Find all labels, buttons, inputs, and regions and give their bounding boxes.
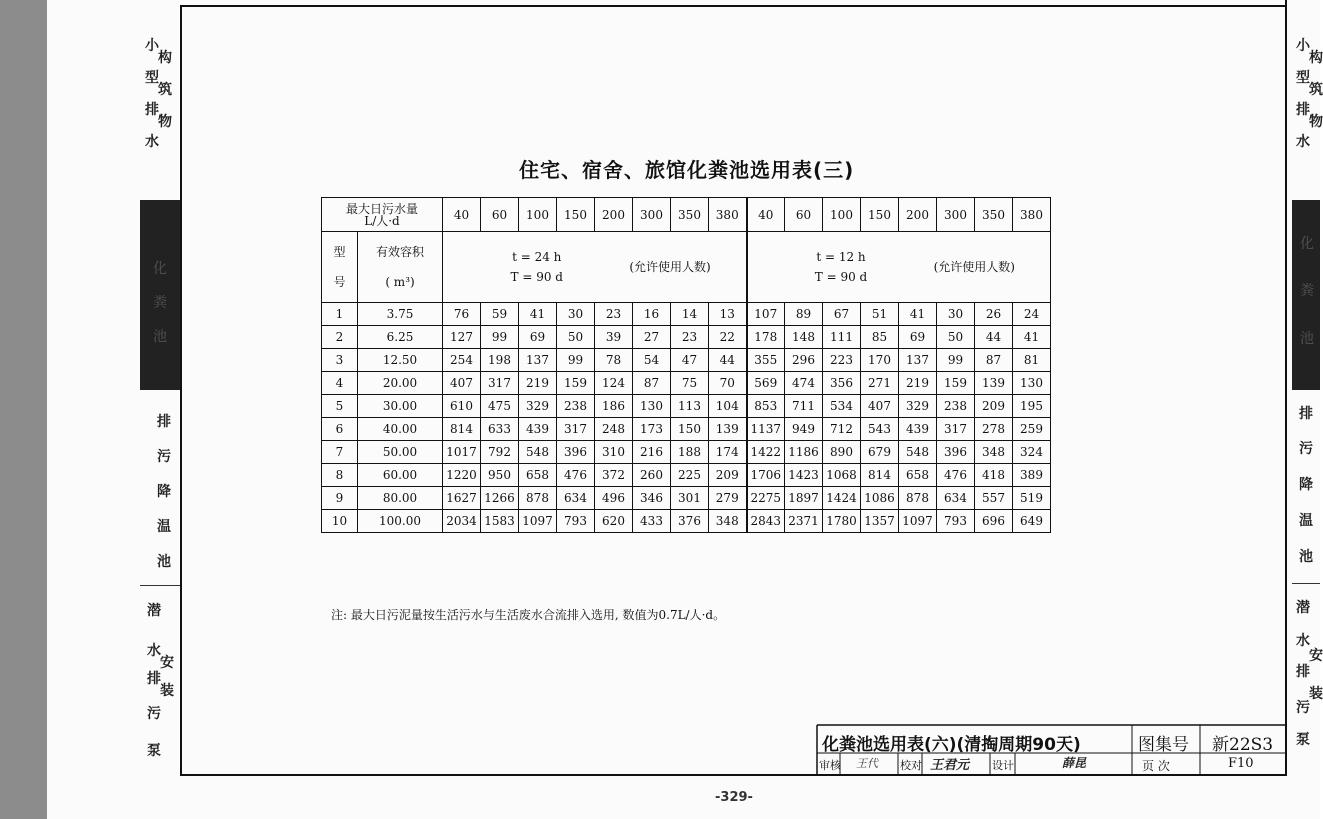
capacity-cell: 711 (785, 395, 823, 418)
dark-char-2: 粪 (153, 295, 167, 311)
type-label-b: 号 (333, 275, 346, 289)
capacity-cell: 696 (975, 510, 1013, 533)
capacity-cell: 198 (481, 349, 519, 372)
capacity-cell: 223 (823, 349, 861, 372)
capacity-cell: 67 (823, 303, 861, 326)
r-cat1-char-e: 构 (1309, 50, 1323, 66)
volume-cell: 60.00 (358, 464, 443, 487)
cat3-char-e: 泵 (147, 743, 161, 759)
capacity-cell: 439 (899, 418, 937, 441)
r-cat2-char-2: 污 (1299, 441, 1313, 457)
design-signature: 薛昆 (1062, 756, 1087, 770)
flow-header: 380 (1013, 198, 1051, 232)
capacity-cell: 1706 (747, 464, 785, 487)
capacity-cell: 2034 (443, 510, 481, 533)
capacity-cell: 324 (1013, 441, 1051, 464)
capacity-cell: 87 (633, 372, 671, 395)
capacity-cell: 113 (671, 395, 709, 418)
flow-header: 100 (519, 198, 557, 232)
capacity-cell: 634 (557, 487, 595, 510)
capacity-cell: 679 (861, 441, 899, 464)
capacity-cell: 87 (975, 349, 1013, 372)
capacity-cell: 329 (519, 395, 557, 418)
capacity-cell: 238 (557, 395, 595, 418)
capacity-cell: 104 (709, 395, 747, 418)
type-cell: 4 (322, 372, 358, 395)
volume-cell: 40.00 (358, 418, 443, 441)
header-flow-label: 最大日污水量 (345, 201, 418, 216)
r-cat3-char-g: 装 (1309, 686, 1323, 702)
atlas-value: 新22S3 (1212, 735, 1274, 755)
flow-header: 150 (557, 198, 595, 232)
r-cat3-char-f: 安 (1309, 648, 1323, 664)
capacity-cell: 317 (481, 372, 519, 395)
capacity-cell: 1627 (443, 487, 481, 510)
flow-header: 60 (785, 198, 823, 232)
capacity-cell: 476 (557, 464, 595, 487)
capacity-cell: 439 (519, 418, 557, 441)
r-cat1-char-d: 水 (1296, 134, 1310, 150)
capacity-cell: 225 (671, 464, 709, 487)
r-cat3-char-c: 排 (1296, 664, 1310, 680)
volume-cell: 3.75 (358, 303, 443, 326)
capacity-cell: 170 (861, 349, 899, 372)
flow-header: 300 (937, 198, 975, 232)
capacity-cell: 41 (519, 303, 557, 326)
capacity-cell: 186 (595, 395, 633, 418)
capacity-cell: 396 (937, 441, 975, 464)
capacity-cell: 301 (671, 487, 709, 510)
cat2-char-3: 降 (157, 484, 171, 500)
capacity-cell: 139 (975, 372, 1013, 395)
type-cell: 7 (322, 441, 358, 464)
r-cat1-char-a: 小 (1296, 38, 1310, 54)
r-cat1-char-f: 筑 (1309, 82, 1323, 98)
capacity-cell: 278 (975, 418, 1013, 441)
capacity-cell: 137 (899, 349, 937, 372)
capacity-cell: 548 (519, 441, 557, 464)
capacity-cell: 99 (481, 326, 519, 349)
r-cat3-char-a: 潜 (1296, 600, 1310, 616)
capacity-cell: 13 (709, 303, 747, 326)
table-note: 注: 最大日污泥量按生活污水与生活废水合流排入选用, 数值为0.7L/人·d。 (331, 608, 726, 622)
r-cat3-char-e: 泵 (1296, 732, 1310, 748)
capacity-cell: 1137 (747, 418, 785, 441)
capacity-cell: 1357 (861, 510, 899, 533)
group2-period: T = 90 d (814, 270, 868, 284)
capacity-cell: 853 (747, 395, 785, 418)
r-cat3-char-b: 水 (1296, 633, 1310, 649)
flow-header: 40 (443, 198, 481, 232)
capacity-cell: 23 (595, 303, 633, 326)
capacity-cell: 814 (443, 418, 481, 441)
cat3-char-d: 污 (147, 706, 161, 722)
capacity-cell: 890 (823, 441, 861, 464)
cat1-char-f: 筑 (158, 82, 172, 98)
flow-header: 100 (823, 198, 861, 232)
capacity-cell: 950 (481, 464, 519, 487)
capacity-cell: 30 (557, 303, 595, 326)
r-cat2-char-4: 温 (1299, 513, 1313, 529)
capacity-cell: 59 (481, 303, 519, 326)
flow-header: 200 (899, 198, 937, 232)
page-number: -329- (715, 790, 753, 805)
capacity-cell: 44 (975, 326, 1013, 349)
capacity-cell: 814 (861, 464, 899, 487)
cat3-char-g: 装 (160, 683, 174, 699)
flow-header: 300 (633, 198, 671, 232)
capacity-cell: 26 (975, 303, 1013, 326)
volume-cell: 50.00 (358, 441, 443, 464)
cat3-char-f: 安 (160, 655, 174, 671)
capacity-cell: 81 (1013, 349, 1051, 372)
capacity-cell: 24 (1013, 303, 1051, 326)
capacity-cell: 878 (519, 487, 557, 510)
group1-note: (允许使用人数) (595, 232, 747, 303)
r-cat1-char-g: 物 (1309, 114, 1323, 130)
capacity-cell: 620 (595, 510, 633, 533)
capacity-cell: 69 (899, 326, 937, 349)
capacity-cell: 216 (633, 441, 671, 464)
capacity-cell: 649 (1013, 510, 1051, 533)
capacity-cell: 557 (975, 487, 1013, 510)
capacity-cell: 1583 (481, 510, 519, 533)
group1-period: T = 90 d (510, 270, 563, 284)
capacity-cell: 279 (709, 487, 747, 510)
page-value: F10 (1228, 756, 1254, 771)
flow-header: 200 (595, 198, 633, 232)
capacity-cell: 389 (1013, 464, 1051, 487)
capacity-cell: 130 (633, 395, 671, 418)
type-cell: 5 (322, 395, 358, 418)
capacity-cell: 310 (595, 441, 633, 464)
volume-label-a: 有效容积 (375, 245, 424, 259)
cat1-char-e: 构 (158, 50, 172, 66)
capacity-cell: 188 (671, 441, 709, 464)
capacity-cell: 355 (747, 349, 785, 372)
capacity-cell: 658 (899, 464, 937, 487)
volume-cell: 30.00 (358, 395, 443, 418)
capacity-cell: 54 (633, 349, 671, 372)
capacity-cell: 2371 (785, 510, 823, 533)
cat3-char-c: 排 (147, 671, 161, 687)
capacity-cell: 178 (747, 326, 785, 349)
capacity-cell: 1097 (519, 510, 557, 533)
capacity-cell: 1266 (481, 487, 519, 510)
capacity-cell: 50 (937, 326, 975, 349)
capacity-cell: 89 (785, 303, 823, 326)
volume-cell: 12.50 (358, 349, 443, 372)
capacity-cell: 219 (899, 372, 937, 395)
capacity-cell: 51 (861, 303, 899, 326)
capacity-cell: 633 (481, 418, 519, 441)
capacity-cell: 346 (633, 487, 671, 510)
capacity-cell: 1220 (443, 464, 481, 487)
cat1-char-g: 物 (158, 114, 172, 130)
capacity-cell: 1423 (785, 464, 823, 487)
capacity-cell: 99 (557, 349, 595, 372)
capacity-cell: 99 (937, 349, 975, 372)
capacity-cell: 111 (823, 326, 861, 349)
capacity-cell: 124 (595, 372, 633, 395)
capacity-cell: 376 (671, 510, 709, 533)
capacity-cell: 496 (595, 487, 633, 510)
volume-label-b: ( m³) (385, 275, 415, 289)
cat1-char-d: 水 (145, 134, 159, 150)
flow-header: 40 (747, 198, 785, 232)
capacity-cell: 356 (823, 372, 861, 395)
cat3-char-a: 潜 (147, 603, 161, 619)
capacity-cell: 78 (595, 349, 633, 372)
capacity-cell: 39 (595, 326, 633, 349)
capacity-cell: 407 (443, 372, 481, 395)
page-label: 页 次 (1142, 759, 1170, 773)
capacity-cell: 44 (709, 349, 747, 372)
cat2-char-1: 排 (157, 414, 171, 430)
capacity-cell: 219 (519, 372, 557, 395)
capacity-cell: 317 (557, 418, 595, 441)
capacity-cell: 348 (709, 510, 747, 533)
capacity-cell: 317 (937, 418, 975, 441)
capacity-cell: 41 (899, 303, 937, 326)
header-flow-unit: L/人·d (364, 213, 400, 228)
capacity-cell: 75 (671, 372, 709, 395)
r-cat2-char-5: 池 (1299, 549, 1313, 565)
capacity-cell: 1780 (823, 510, 861, 533)
capacity-cell: 139 (709, 418, 747, 441)
capacity-cell: 238 (937, 395, 975, 418)
volume-cell: 80.00 (358, 487, 443, 510)
capacity-cell: 372 (595, 464, 633, 487)
capacity-cell: 174 (709, 441, 747, 464)
review-label: 审核 (819, 759, 841, 772)
capacity-cell: 260 (633, 464, 671, 487)
capacity-cell: 173 (633, 418, 671, 441)
cat2-char-4: 温 (157, 519, 171, 535)
capacity-cell: 949 (785, 418, 823, 441)
capacity-cell: 792 (481, 441, 519, 464)
capacity-cell: 1097 (899, 510, 937, 533)
volume-cell: 100.00 (358, 510, 443, 533)
type-cell: 10 (322, 510, 358, 533)
capacity-cell: 76 (443, 303, 481, 326)
capacity-cell: 209 (709, 464, 747, 487)
cat1-char-a: 小 (145, 38, 159, 54)
capacity-cell: 329 (899, 395, 937, 418)
capacity-cell: 14 (671, 303, 709, 326)
capacity-cell: 69 (519, 326, 557, 349)
type-cell: 8 (322, 464, 358, 487)
type-cell: 2 (322, 326, 358, 349)
flow-header: 380 (709, 198, 747, 232)
capacity-cell: 610 (443, 395, 481, 418)
check-signature: 王君元 (930, 758, 970, 773)
type-cell: 6 (322, 418, 358, 441)
capacity-cell: 1017 (443, 441, 481, 464)
capacity-cell: 712 (823, 418, 861, 441)
flow-header: 60 (481, 198, 519, 232)
volume-cell: 6.25 (358, 326, 443, 349)
capacity-cell: 271 (861, 372, 899, 395)
capacity-cell: 474 (785, 372, 823, 395)
capacity-cell: 254 (443, 349, 481, 372)
review-signature: 王代 (856, 757, 878, 770)
capacity-cell: 22 (709, 326, 747, 349)
capacity-cell: 1086 (861, 487, 899, 510)
capacity-cell: 23 (671, 326, 709, 349)
capacity-cell: 1424 (823, 487, 861, 510)
cat3-char-b: 水 (147, 643, 161, 659)
capacity-cell: 793 (937, 510, 975, 533)
capacity-cell: 348 (975, 441, 1013, 464)
capacity-cell: 150 (671, 418, 709, 441)
cat2-char-5: 池 (157, 554, 171, 570)
capacity-cell: 1897 (785, 487, 823, 510)
capacity-cell: 793 (557, 510, 595, 533)
capacity-cell: 159 (937, 372, 975, 395)
r-cat3-char-d: 污 (1296, 700, 1310, 716)
capacity-cell: 1422 (747, 441, 785, 464)
type-label-a: 型 (333, 245, 346, 259)
capacity-cell: 396 (557, 441, 595, 464)
capacity-cell: 85 (861, 326, 899, 349)
atlas-label: 图集号 (1138, 735, 1189, 755)
page-title: 住宅、宿舍、旅馆化粪池选用表(三) (519, 158, 855, 182)
volume-cell: 20.00 (358, 372, 443, 395)
capacity-cell: 543 (861, 418, 899, 441)
capacity-cell: 159 (557, 372, 595, 395)
type-cell: 9 (322, 487, 358, 510)
capacity-cell: 878 (899, 487, 937, 510)
capacity-cell: 569 (747, 372, 785, 395)
group2-note: (允许使用人数) (899, 232, 1051, 303)
capacity-cell: 16 (633, 303, 671, 326)
capacity-cell: 248 (595, 418, 633, 441)
r-cat2-char-1: 排 (1299, 406, 1313, 422)
capacity-cell: 658 (519, 464, 557, 487)
drawing-title: 化粪池选用表(六)(清掏周期90天) (822, 735, 1081, 755)
capacity-cell: 548 (899, 441, 937, 464)
capacity-cell: 27 (633, 326, 671, 349)
design-label: 设计 (992, 759, 1014, 772)
type-cell: 1 (322, 303, 358, 326)
dark-char-3: 池 (153, 329, 167, 345)
capacity-cell: 407 (861, 395, 899, 418)
group2-retention: t = 12 h (816, 250, 866, 264)
capacity-cell: 130 (1013, 372, 1051, 395)
flow-header: 350 (975, 198, 1013, 232)
cat2-char-2: 污 (157, 449, 171, 465)
capacity-cell: 30 (937, 303, 975, 326)
group1-retention: t = 24 h (512, 250, 562, 264)
capacity-cell: 70 (709, 372, 747, 395)
capacity-cell: 47 (671, 349, 709, 372)
capacity-cell: 634 (937, 487, 975, 510)
capacity-cell: 259 (1013, 418, 1051, 441)
capacity-cell: 433 (633, 510, 671, 533)
capacity-cell: 1186 (785, 441, 823, 464)
capacity-cell: 127 (443, 326, 481, 349)
check-label: 校对 (900, 759, 922, 772)
capacity-cell: 296 (785, 349, 823, 372)
r-dark-char-2: 粪 (1300, 283, 1314, 299)
flow-header: 350 (671, 198, 709, 232)
capacity-cell: 148 (785, 326, 823, 349)
capacity-cell: 209 (975, 395, 1013, 418)
capacity-cell: 50 (557, 326, 595, 349)
type-cell: 3 (322, 349, 358, 372)
r-cat1-char-c: 排 (1296, 102, 1310, 118)
capacity-cell: 1068 (823, 464, 861, 487)
capacity-cell: 534 (823, 395, 861, 418)
capacity-cell: 418 (975, 464, 1013, 487)
flow-header: 150 (861, 198, 899, 232)
r-cat1-char-b: 型 (1296, 70, 1310, 86)
capacity-cell: 475 (481, 395, 519, 418)
cat1-char-b: 型 (145, 70, 159, 86)
capacity-cell: 137 (519, 349, 557, 372)
capacity-cell: 41 (1013, 326, 1051, 349)
r-dark-char-3: 池 (1300, 331, 1314, 347)
capacity-cell: 476 (937, 464, 975, 487)
capacity-cell: 519 (1013, 487, 1051, 510)
dark-char-1: 化 (153, 261, 167, 277)
r-dark-char-1: 化 (1300, 236, 1314, 252)
capacity-cell: 195 (1013, 395, 1051, 418)
capacity-cell: 107 (747, 303, 785, 326)
capacity-cell: 2843 (747, 510, 785, 533)
capacity-cell: 2275 (747, 487, 785, 510)
r-cat2-char-3: 降 (1299, 477, 1313, 493)
cat1-char-c: 排 (145, 102, 159, 118)
